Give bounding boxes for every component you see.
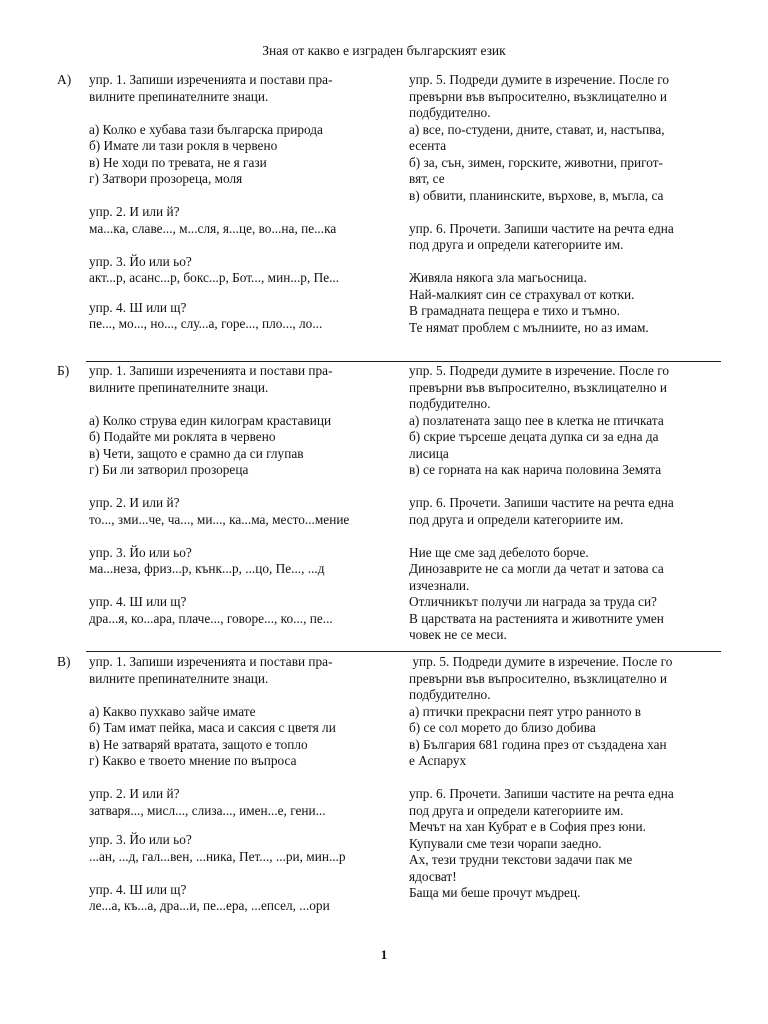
exercise-5-title: подбудително. — [409, 105, 491, 120]
list-item: а) все, по-студени, дните, стават, и, настъпва, — [409, 121, 665, 137]
exercise-2-text: то..., зми...че, ча..., ми..., ка...ма, место...мение — [89, 511, 350, 527]
exercise-2-title: упр. 2. И или й? — [89, 495, 180, 510]
list-item: г) Затвори прозореца, моля — [89, 171, 243, 186]
list-item: б) за, сън, зимен, горските, животни, пригот- — [409, 154, 663, 170]
exercise-2-text: затваря..., мисл..., слиза..., имен...е, гени... — [89, 802, 326, 818]
list-item: Мечът на хан Кубрат е в София през юни. — [409, 819, 646, 834]
list-item: Баща ми беше прочут мъдрец. — [409, 885, 581, 900]
list-item: а) позлатената защо пее в клетка не птичката — [409, 412, 664, 428]
exercise-3-title: упр. 3. Йо или ьо? — [89, 253, 192, 269]
exercise-5-title: упр. 5. Подреди думите в изречение. После го — [409, 72, 670, 87]
list-item: г) Би ли затворил прозореца — [89, 462, 249, 477]
exercise-6-title: упр. 6. Прочети. Запиши частите на речта една — [409, 220, 674, 236]
list-item: лисица — [409, 445, 449, 461]
exercise-1-title: упр. 1. Запиши изреченията и постави пра- — [89, 363, 333, 378]
list-item: вят, се — [409, 171, 445, 186]
list-item: в) Не затваряй вратата, защото е топло — [89, 736, 308, 752]
list-item: е Аспарух — [409, 753, 467, 768]
list-item: Живяла някога зла магьосница. — [409, 270, 587, 285]
list-item: Най-малкият син се страхувал от котки. — [409, 286, 635, 302]
exercise-1-title: вилните препинателните знаци. — [89, 379, 269, 395]
exercise-4-title: упр. 4. Ш или щ? — [89, 299, 187, 315]
list-item: Купували сме тези чорапи заедно. — [409, 835, 602, 851]
exercise-3-text: ...ан, ...д, гал...вен, ...ника, Пет..., ...ри, мин...р — [89, 848, 346, 864]
left-column — [89, 72, 389, 333]
list-item: ядосват! — [409, 868, 457, 884]
list-item: б) се сол морето до близо добива — [409, 720, 596, 735]
exercise-1-title: упр. 1. Запиши изреченията и постави пра- — [89, 72, 333, 87]
list-item: а) Колко е хубава тази българска природа — [89, 121, 323, 137]
list-item: в) Чети, защото е срамно да си глупав — [89, 445, 304, 461]
exercise-6-title: упр. 6. Прочети. Запиши частите на речта една — [409, 786, 674, 801]
exercise-6-title: под друга и определи категориите им. — [409, 802, 624, 818]
section-label: Б) — [57, 363, 70, 378]
list-item: б) Там имат пейка, маса и саксия с цветя ли — [89, 720, 336, 735]
exercise-6-title: под друга и определи категориите им. — [409, 511, 624, 527]
exercise-1-title: упр. 1. Запиши изреченията и постави пра- — [89, 654, 333, 669]
list-item: човек не се меси. — [409, 627, 507, 642]
exercise-3-text: акт...р, асанс...р, бокс...р, Бот..., мин...р, Пе... — [89, 270, 340, 285]
list-item: а) Какво пухкаво зайче имате — [89, 703, 256, 719]
list-item: есента — [409, 138, 447, 153]
exercise-3-title: упр. 3. Йо или ьо? — [89, 544, 192, 560]
list-item: а) Колко струва един килограм краставици — [89, 412, 332, 428]
exercise-4-text: дра...я, ко...ара, плаче..., говоре..., ко..., пе... — [89, 610, 333, 626]
exercise-2-text: ма...ка, славе..., м...сля, я...це, во...на, пе...ка — [89, 220, 337, 236]
section-divider — [86, 651, 721, 652]
exercise-4-text: ле...а, къ...а, дра...и, пе...ера, ...епсел, ...ори — [89, 898, 330, 913]
list-item: Ние ще сме зад дебелото борче. — [409, 544, 589, 560]
exercise-5-title: превърни във въпросително, възклицателно и — [409, 88, 667, 104]
list-item: в) България 681 година през от създадена хан — [409, 736, 667, 752]
section-label: А) — [57, 72, 72, 87]
exercise-2-title: упр. 2. И или й? — [89, 786, 180, 801]
right-column — [409, 363, 715, 644]
list-item: б) скрие търсеше децата дупка си за една да — [409, 429, 659, 444]
exercise-5-title: подбудително. — [409, 687, 491, 702]
exercise-5-title: превърни във въпросително, възклицателно и — [409, 670, 667, 686]
section-divider — [86, 361, 721, 362]
page-title: Зная от какво е изграден българският език — [262, 43, 506, 58]
list-item: В царствата на растенията и животните умен — [409, 610, 664, 626]
list-item: а) птички прекрасни пеят утро ранното в — [409, 703, 642, 719]
exercise-5-title: подбудително. — [409, 396, 491, 411]
list-item: б) Имате ли тази рокля в червено — [89, 138, 278, 153]
exercise-1-title: вилните препинателните знаци. — [89, 670, 269, 686]
list-item: в) Не ходи по тревата, не я гази — [89, 154, 267, 170]
exercise-2-title: упр. 2. И или й? — [89, 204, 180, 219]
exercise-1-title: вилните препинателните знаци. — [89, 88, 269, 104]
list-item: Динозаврите не са могли да четат и затова са — [409, 561, 664, 576]
exercise-6-title: под друга и определи категориите им. — [409, 237, 624, 252]
exercise-3-title: упр. 3. Йо или ьо? — [89, 832, 192, 847]
list-item: г) Какво е твоето мнение по въпроса — [89, 753, 297, 768]
exercise-5-title: упр. 5. Подреди думите в изречение. После го — [409, 654, 673, 669]
list-item: в) се горната на как нарича половина Земята — [409, 462, 662, 477]
exercise-5-title: упр. 5. Подреди думите в изречение. После го — [409, 363, 670, 378]
exercise-4-title: упр. 4. Ш или щ? — [89, 881, 187, 897]
left-column — [89, 363, 389, 627]
exercise-6-title: упр. 6. Прочети. Запиши частите на речта една — [409, 495, 674, 510]
list-item: б) Подайте ми роклята в червено — [89, 429, 276, 444]
right-column — [409, 72, 715, 336]
list-item: Ах, тези трудни текстови задачи пак ме — [409, 852, 633, 867]
section-label: В) — [57, 654, 71, 669]
list-item: Те нямат проблем с мълниите, но аз имам. — [409, 319, 649, 335]
list-item: изчезнали. — [409, 577, 470, 593]
list-item: Отличникът получи ли награда за труда си? — [409, 594, 657, 609]
exercise-4-title: упр. 4. Ш или щ? — [89, 594, 187, 609]
exercise-3-text: ма...неза, фриз...р, кънк...р, ...цо, Пе..., ...д — [89, 561, 325, 576]
list-item: в) обвити, планинските, върхове, в, мъгла, са — [409, 187, 664, 203]
page-number: 1 — [380, 947, 388, 962]
left-column — [89, 654, 389, 915]
list-item: В грамадната пещера е тихо и тъмно. — [409, 303, 620, 318]
exercise-4-text: пе..., мо..., но..., слу...а, горе..., пло..., ло... — [89, 316, 323, 331]
right-column — [409, 654, 715, 902]
exercise-5-title: превърни във въпросително, възклицателно и — [409, 379, 667, 395]
